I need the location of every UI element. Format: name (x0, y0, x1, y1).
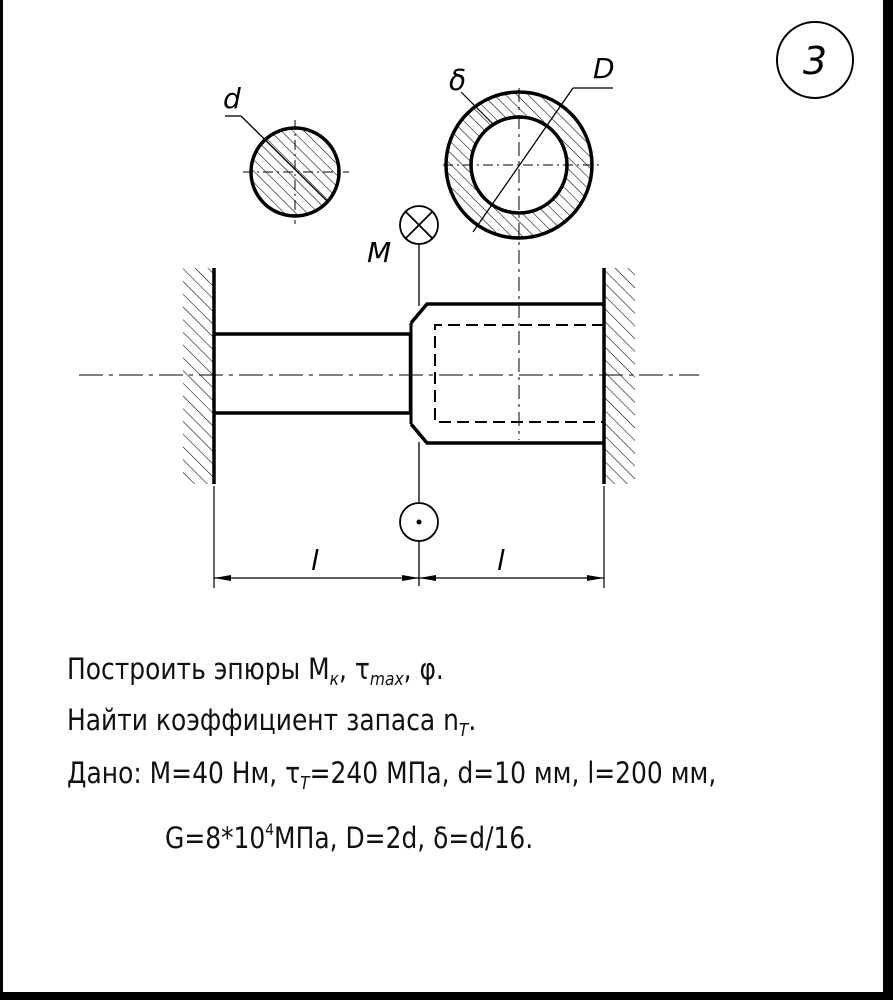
thin-shaft-segment (214, 334, 411, 413)
page-number: 3 (802, 39, 828, 83)
drawing-sheet (3, 0, 883, 992)
task-line-2: Найти коэффициент запаса $n_T$. (67, 703, 477, 741)
delta-label: δ (449, 64, 467, 97)
task-line-4: $G=8*10^4МПа$, D=2d, δ=d/16. (165, 820, 534, 855)
page-number-badge (777, 22, 853, 98)
length-label-left: l (311, 544, 319, 577)
hollow-section (443, 52, 615, 440)
moment-into-symbol (367, 206, 438, 269)
task-line-3: Дано: M=40 Нм, $\tau_T=240$ МПа, d=10 мм, l=200 мм, (67, 756, 717, 794)
moment-out-symbol (400, 503, 438, 541)
d-label: d (223, 82, 241, 115)
right-wall (604, 268, 635, 484)
length-label-right: l (497, 544, 505, 577)
left-wall (183, 268, 214, 484)
solid-section (223, 82, 349, 224)
task-line-1: Построить эпюры $M_к$, $\tau_{max}$, φ. (67, 652, 444, 690)
D-label: D (593, 52, 615, 85)
hollow-shaft-segment (411, 304, 604, 443)
moment-label: M (367, 236, 392, 269)
